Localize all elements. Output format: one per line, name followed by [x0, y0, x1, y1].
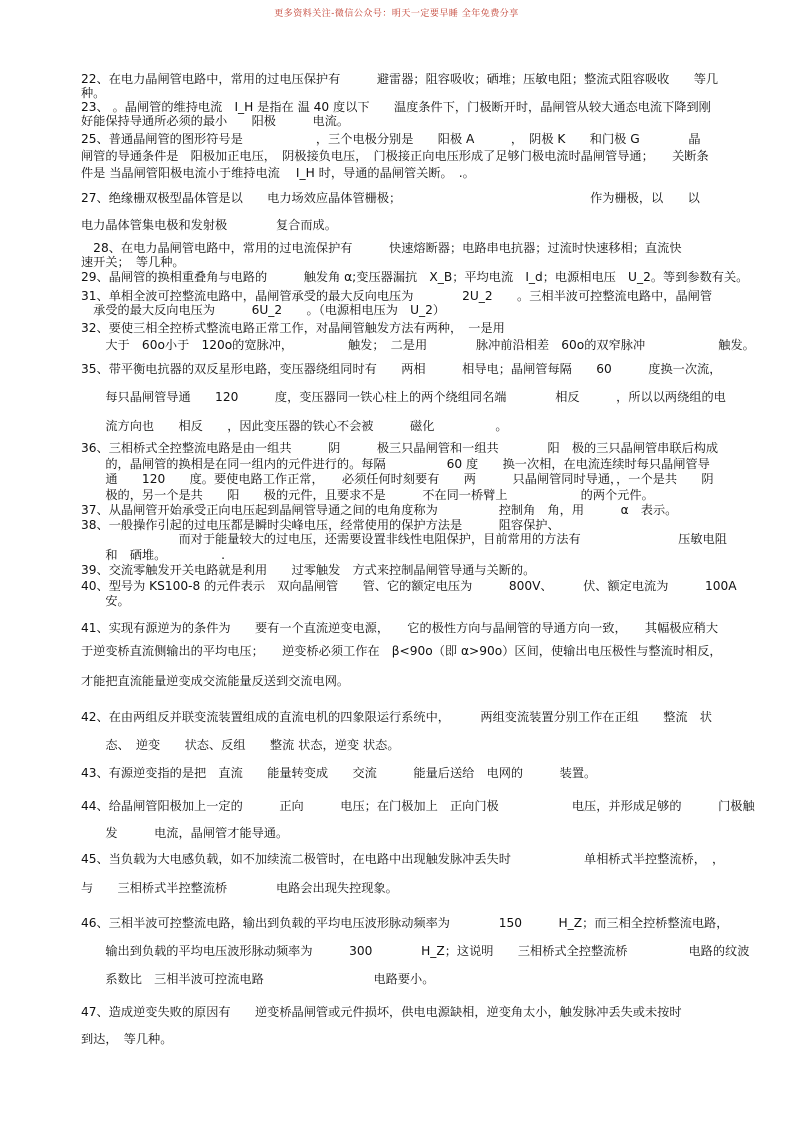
text-line: 大于 60o小于 120o的宽脉冲， 触发； 二是用 脉冲前沿相差 60o的双窄脉冲 触发。 — [81, 338, 755, 352]
text-line: 37、从晶闸管开始承受正向电压起到晶闸管导通之间的电角度称为 控制角 角，用 α 表示。 — [81, 503, 678, 517]
text-line: 输出到负载的平均电压波形脉动频率为 300 H_Z；这说明 三相桥式全控整流桥 电路的纹波 — [81, 944, 750, 958]
text-line: 速开关； 等几种。 — [81, 255, 185, 269]
text-line: 而对于能量较大的过电压，还需要设置非线性电阻保护，目前常用的方法有 压敏电阻 — [81, 532, 727, 546]
text-line: 每只晶闸管导通 120 度，变压器同一铁心柱上的两个绕组同名端 相反 ，所以以两绕组的电 — [81, 390, 726, 404]
text-line: 35、带平衡电抗器的双反星形电路，变压器绕组同时有 两相 相导电；晶闸管每隔 60 度换一次流， — [81, 362, 722, 376]
header-banner: 更多资料关注-微信公众号：明天一定要早睡 全年免费分享 — [274, 9, 519, 19]
text-line: 承受的最大反向电压为 6U_2 。（电源相电压为 U_2） — [81, 303, 446, 317]
text-line: 发 电流，晶闸管才能导通。 — [81, 826, 289, 840]
text-line: 22、在电力晶闸管电路中，常用的过电压保护有 避雷器；阻容吸收；硒堆；压敏电阻；整流式阻容吸收 等几 — [81, 72, 719, 86]
text-line: 39、交流零触发开关电路就是利用 过零触发 方式来控制晶闸管导通与关断的。 — [81, 563, 536, 577]
text-line: 44、给晶闸管阳极加上一定的 正向 电压；在门极加上 正向门极 电压，并形成足够的 门极触 — [81, 799, 755, 813]
text-line: 极的，另一个是共 阳 极的元件，且要求不是 不在同一桥臂上 的两个元件。 — [81, 488, 654, 502]
text-line: 与 三相桥式半控整流桥 电路会出现失控现象。 — [81, 881, 398, 895]
text-line: 种。 — [81, 86, 106, 100]
text-line: 件是 当晶闸管阳极电流小于维持电流 I_H 时，导通的晶闸管关断。 .。 — [81, 166, 475, 180]
text-line: 到达， 等几种。 — [81, 1032, 173, 1046]
text-line: 46、三相半波可控整流电路，输出到负载的平均电压波形脉动频率为 150 H_Z；而三相全控桥整流电路， — [81, 916, 729, 930]
text-line: 好能保持导通所必须的最小 阳极 电流。 — [81, 114, 350, 128]
text-line: 闸管的导通条件是 阳极加正电压， 阴极接负电压， 门极接正向电压形成了足够门极电流时晶闸管导通； 关断条 — [81, 149, 709, 163]
text-line: 和 硒堆。 . — [81, 548, 226, 562]
text-line: 38、一般操作引起的过电压都是瞬时尖峰电压，经常使用的保护方法是 阻容保护、 — [81, 518, 560, 532]
text-line: 32、要使三相全控桥式整流电路正常工作，对晶闸管触发方法有两种， 一是用 — [81, 321, 505, 335]
text-line: 电力晶体管集电极和发射极 复合而成。 — [81, 218, 337, 232]
text-line: 的，晶闸管的换相是在同一组内的元件进行的。每隔 60 度 换一次相，在电流连续时每只晶闸管导 — [81, 457, 710, 471]
text-line: 43、有源逆变指的是把 直流 能量转变成 交流 能量后送给 电网的 装置。 — [81, 766, 597, 780]
text-line: 28、在电力晶闸管电路中，常用的过电流保护有 快速熔断器；电路串电抗器；过流时快速移相；直流快 — [81, 241, 682, 255]
text-line: 40、型号为 KS100-8 的元件表示 双向晶闸管 管、它的额定电压为 800V、 伏、额定电流为 100A — [81, 579, 737, 593]
text-line: 47、造成逆变失败的原因有 逆变桥晶闸管或元件损坏，供电电源缺相，逆变角太小，触发脉冲丢失或未按时 — [81, 1005, 682, 1019]
text-line: 29、晶闸管的换相重叠角与电路的 触发角 α;变压器漏抗 X_B；平均电流 I_d；电源相电压 U_2。等到参数有关。 — [81, 270, 749, 284]
text-line: 42、在由两组反并联变流装置组成的直流电机的四象限运行系统中， 两组变流装置分别工作在正组 整流 状 — [81, 710, 712, 724]
text-line: 23、 。晶闸管的维持电流 I_H 是指在 温 40 度以下 温度条件下，门极断开时，晶闸管从较大通态电流下降到刚 — [81, 100, 711, 114]
text-line: 41、实现有源逆为的条件为 要有一个直流逆变电源， 它的极性方向与晶闸管的导通方向一致， 其幅极应稍大 — [81, 621, 719, 635]
text-line: 31、单相全波可控整流电路中，晶闸管承受的最大反向电压为 2U_2 。三相半波可控整流电路中，晶闸管 — [81, 289, 713, 303]
text-line: 系数比 三相半波可控流电路 电路要小。 — [81, 972, 435, 986]
text-line: 流方向也 相反 ，因此变压器的铁心不会被 磁化 。 — [81, 419, 508, 433]
text-line: 于逆变桥直流侧输出的平均电压； 逆变桥必须工作在 β<90o（即 α>90o）区间，使输出电压极性与整流时相反， — [81, 644, 722, 658]
text-line: 25、普通晶闸管的图形符号是 ，三个电极分别是 阳极 A ， 阴极 K 和门极 G 晶 — [81, 132, 701, 146]
text-line: 安。 — [81, 594, 130, 608]
text-line: 才能把直流能量逆变成交流能量反送到交流电网。 — [81, 674, 350, 688]
text-line: 通 120 度。要使电路工作正常， 必须任何时刻要有 两 只晶闸管同时导通，，一个是共 阴 — [81, 472, 714, 486]
text-line: 45、当负载为大电感负载，如不加续流二极管时，在电路中出现触发脉冲丢失时 单相桥式半控整流桥， ， — [81, 852, 725, 866]
text-line: 36、三相桥式全控整流电路是由一组共 阴 极三只晶闸管和一组共 阳 极的三只晶闸管串联后构成 — [81, 441, 719, 455]
text-line: 27、绝缘栅双极型晶体管是以 电力场效应晶体管栅极； 作为栅极，以 以 — [81, 191, 700, 205]
text-line: 态、 逆变 状态、反组 整流 状态，逆变 状态。 — [81, 738, 400, 752]
